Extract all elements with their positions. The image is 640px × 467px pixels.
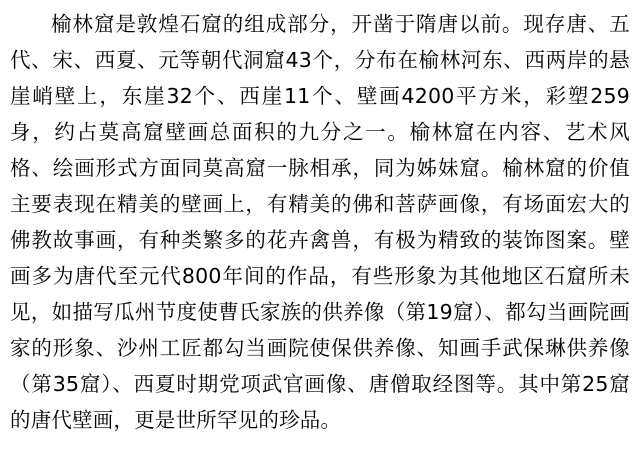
body-paragraph: 榆林窟是敦煌石窟的组成部分，开凿于隋唐以前。现存唐、五代、宋、西夏、元等朝代洞窟43个，分布在榆林河东、西两岸的悬崖峭壁上，东崖32个、西崖11个、壁画4200平方米，彩塑259身，约占莫高窟壁画总面积的九分之一。榆林窟在内容、艺术风格、绘画形式方面同莫高窟一脉相承，同为姊妹窟。榆林窟的价值主要表现在精美的壁画上，有精美的佛和菩萨画像，有场面宏大的佛教故事画，有种类繁多的花卉禽兽，有极为精致的装饰图案。壁画多为唐代至元代800年间的作品，有些形象为其他地区石窟所未见，如描写瓜州节度使曹氏家族的供养像（第19窟）、都勾当画院画家的形象、沙州工匠都勾当画院使保供养像、知画手武保琳供养像（第35窟）、西夏时期党项武官画像、唐僧取经图等。其中第25窟的唐代壁画，更是世所罕见的珍品。 bbox=[10, 12, 630, 432]
